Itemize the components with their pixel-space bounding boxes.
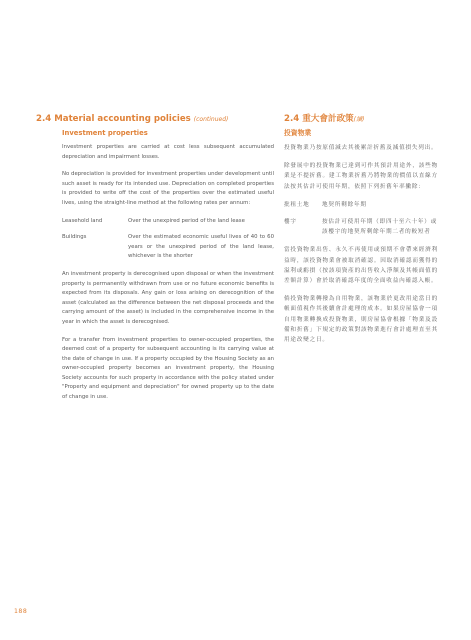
paragraph-zh-4: 倘投資物業轉撥為自用物業，該物業於更改用途當日的帳面值視作其後續會計處理的成本。如果房屋協會一項自用物業轉換成投資物業，則房屋協會根據「物業及設備和折舊」下規定的政策對該物業進行會計處理直至其用途改變之日。 — [284, 296, 438, 344]
subheading-en: Investment properties — [62, 129, 148, 137]
useful-lives-category: Leasehold land — [62, 217, 103, 224]
useful-lives-row — [284, 200, 438, 210]
useful-lives-table-zh — [284, 200, 438, 238]
heading-text-en: 2.4 Material accounting policies — [36, 114, 191, 124]
useful-lives-description: Over the unexpired period of the land lease — [128, 217, 245, 224]
paragraph-en-2: No depreciation is provided for investment properties under development until such asset is ready for its intended use. Depreciation on completed properties is provided to write off the cost of the properties over the estimated useful lives, using the straight-line method at the following rates per annum: — [62, 171, 274, 206]
paragraph-zh-3: 當投資物業出售、永久不再使用或預期不會帶來經濟利益時，該投資物業會被取消確認。因取消確認而獲得的溢利或虧損（按該項資產的出售收入淨額及其帳面值的差額計算）會於取消確認年度的全面收益內確認入帳。 — [284, 247, 438, 285]
page-number: 188 — [14, 608, 28, 615]
useful-lives-row — [62, 217, 274, 227]
useful-lives-category: 樓宇 — [284, 219, 297, 226]
useful-lives-table-en — [36, 217, 274, 262]
section-heading-zh — [284, 113, 438, 126]
useful-lives-category: 批租土地 — [284, 201, 310, 208]
subheading-zh: 投資物業 — [284, 129, 312, 137]
useful-lives-category: Buildings — [62, 234, 87, 241]
section-heading-en — [36, 113, 274, 126]
continued-label-zh: (續) — [353, 116, 365, 123]
continued-label-en: (continued) — [193, 116, 229, 123]
useful-lives-row — [284, 217, 438, 237]
paragraph-zh-2: 除發展中的投資物業已達到可作其預計用途外，該些物業是不提折舊。建工物業折舊乃將物業的價值以直線方法按其估計可使用年期，依照下列折舊年率撇除： — [284, 163, 438, 190]
paragraph-en-1: Investment properties are carried at cost less subsequent accumulated depreciation and impairment losses. — [62, 144, 274, 160]
useful-lives-row — [62, 233, 274, 262]
paragraph-en-3: An investment property is derecognised upon disposal or when the investment property is permanently withdrawn from use or no future economic benefits is expected from its disposals. Any gain or loss arising on derecognition of the asset (calculated as the difference between the net disposal proceeds and the carrying amount of the asset) is included in the comprehensive income in the year in which the asset is derecognised. — [62, 270, 274, 325]
useful-lives-description: 按估計可使用年期（即四十至六十年）或該樓宇的地契所剩餘年期二者的較短者 — [322, 219, 438, 236]
chinese-column — [284, 113, 438, 345]
english-column — [36, 113, 274, 403]
paragraph-en-4: For a transfer from investment properties to owner-occupied properties, the deemed cost of a property for subsequent accounting is its carrying value at the date of change in use. If a property occupied by the Housing Society as an owner-occupied property becomes an investment property, the Housing Society accounts for such property in accordance with the policy stated under "Property and equipment and depreciation" for owned property up to the date of change in use. — [62, 336, 274, 401]
paragraph-zh-1: 投資物業乃按原值減去其後累計折舊及減值損失列出。 — [284, 145, 438, 151]
useful-lives-description: 地契所剩餘年期 — [322, 201, 367, 208]
useful-lives-description: Over the estimated economic useful lives of 40 to 60 years or the unexpired period of the land lease, whichever is the shorter — [128, 234, 274, 260]
heading-text-zh: 2.4 重大會計政策 — [284, 114, 354, 124]
